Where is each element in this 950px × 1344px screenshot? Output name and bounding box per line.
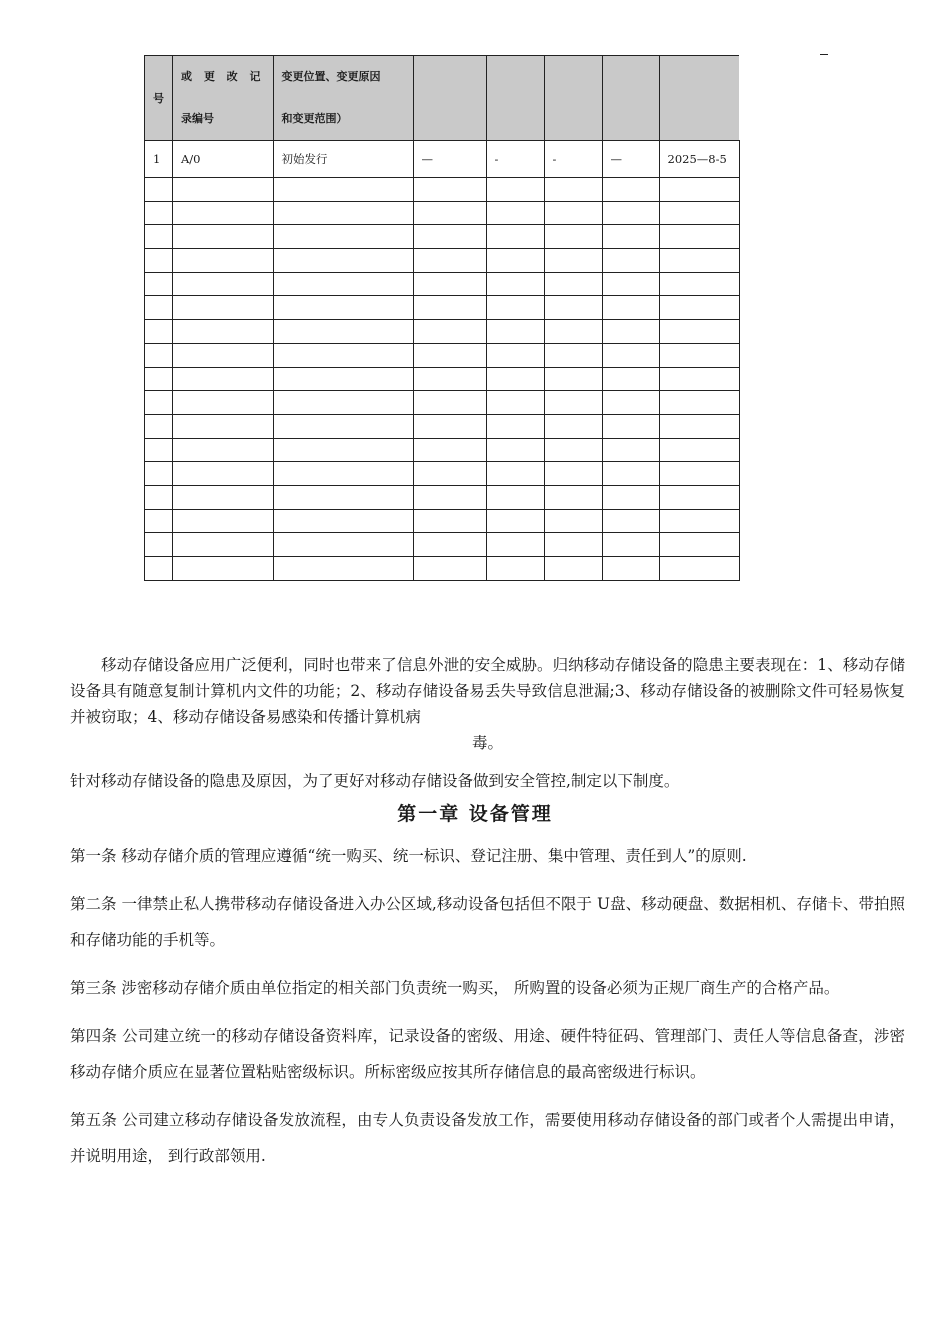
chapter-title: 第一章 设备管理 xyxy=(397,803,553,825)
header-cell-number: 号 xyxy=(145,56,173,141)
table-row xyxy=(145,367,740,391)
table-row xyxy=(145,462,740,486)
table-row xyxy=(145,141,740,178)
header-cell-empty xyxy=(486,56,544,141)
table-row xyxy=(145,485,740,509)
header-cell-empty xyxy=(659,56,739,141)
cell-change-description: 初始发行 xyxy=(273,141,413,178)
table-row xyxy=(145,343,740,367)
table-row xyxy=(145,320,740,344)
table-header-row xyxy=(145,56,740,141)
revision-table-wrapper xyxy=(144,55,740,581)
cell-number: 1 xyxy=(145,141,173,178)
intro-paragraph: 移动存储设备应用广泛便利，同时也带来了信息外泄的安全威胁。归纳移动存储设备的隐患主要表现在：1、移动存储设备具有随意复制计算机内文件的功能；2、移动存储设备易丢失导致信息泄漏;3、移动存储设备的被删除文件可轻易恢复并被窃取；4、移动存储设备易感染和传播计算机病 xyxy=(70,656,905,726)
header-cell-change-scope xyxy=(273,56,413,141)
cell-col3: — xyxy=(413,141,486,178)
article-3: 第三条 涉密移动存储介质由单位指定的相关部门负责统一购买， 所购置的设备必须为正规厂商生产的合格产品。 xyxy=(70,979,840,997)
revision-history-table xyxy=(144,55,740,581)
header-cell-empty xyxy=(544,56,602,141)
table-row xyxy=(145,414,740,438)
cell-col4: - xyxy=(486,141,544,178)
intro-paragraph-tail: 毒。 xyxy=(471,734,503,752)
table-row xyxy=(145,296,740,320)
article-2: 第二条 一律禁止私人携带移动存储设备进入办公区域,移动设备包括但不限于 U盘、移动硬盘、数据相机、存储卡、带拍照和存储功能的手机等。 xyxy=(70,895,905,949)
header-change-scope-line2: 和变更范围） xyxy=(281,112,348,125)
cell-change-code: A/0 xyxy=(173,141,274,178)
intro-section xyxy=(70,652,905,756)
table-row xyxy=(145,178,740,202)
header-cell-change-record xyxy=(173,56,274,141)
cell-col5: - xyxy=(544,141,602,178)
intro-lead-sentence: 针对移动存储设备的隐患及原因，为了更好对移动存储设备做到安全管控,制定以下制度。 xyxy=(70,772,680,790)
table-row xyxy=(145,438,740,462)
table-row xyxy=(145,509,740,533)
cell-col6: — xyxy=(602,141,659,178)
header-change-record-line1: 或 更 改 记 xyxy=(181,70,265,83)
table-row xyxy=(145,391,740,415)
table-row xyxy=(145,225,740,249)
article-1: 第一条 移动存储介质的管理应遵循“统一购买、统一标识、登记注册、集中管理、责任到人”的原则. xyxy=(70,847,747,865)
header-change-scope-line1: 变更位置、变更原因 xyxy=(281,70,381,83)
header-cell-empty xyxy=(413,56,486,141)
article-5: 第五条 公司建立移动存储设备发放流程，由专人负责设备发放工作，需要使用移动存储设备的部门或者个人需提出申请， 并说明用途， 到行政部领用. xyxy=(70,1111,905,1165)
table-row xyxy=(145,272,740,296)
table-corner-mark xyxy=(820,54,828,55)
article-4: 第四条 公司建立统一的移动存储设备资料库，记录设备的密级、用途、硬件特征码、管理部门、责任人等信息备查，涉密移动存储介质应在显著位置粘贴密级标识。所标密级应按其所存储信息的最高密级进行标识。 xyxy=(70,1027,905,1081)
header-change-record-line2: 录编号 xyxy=(181,112,214,125)
table-row xyxy=(145,533,740,557)
table-row xyxy=(145,249,740,273)
header-cell-empty xyxy=(602,56,659,141)
articles-list xyxy=(70,838,905,1186)
table-row xyxy=(145,201,740,225)
table-row xyxy=(145,557,740,581)
cell-date: 2025—8-5 xyxy=(659,141,739,178)
